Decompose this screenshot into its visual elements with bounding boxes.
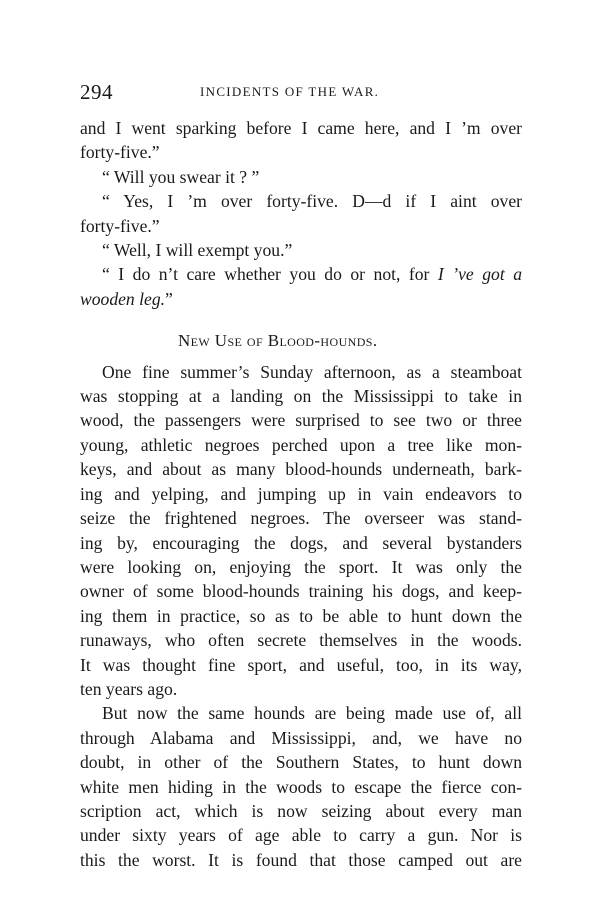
text-line: was stopping at a landing on the Mississippi to take in: [80, 386, 522, 407]
text-line: and I went sparking before I came here, and I ’m over: [80, 118, 522, 138]
text-line: this the worst. It is found that those camped out are: [80, 849, 522, 870]
text-line: owner of some blood-hounds training his dogs, and keep-: [80, 581, 522, 602]
italic-segment: I ’ve got a: [437, 264, 523, 285]
text-line: forty-five.”: [80, 142, 160, 163]
page-text: [80, 116, 522, 872]
text-line: doubt, in other of the Southern States, to hunt down: [80, 752, 522, 773]
text-line: “ Well, I will exempt you.”: [102, 240, 293, 261]
text-segment: ”: [165, 288, 173, 309]
text-line: runaways, who often secrete themselves in the woods.: [80, 630, 522, 651]
text-line: But now the same hounds are being made use of, all: [102, 703, 522, 724]
page-number: 294: [80, 80, 113, 104]
text-line: ing by, encouraging the dogs, and several bystanders: [80, 532, 522, 553]
text-line: [80, 262, 522, 286]
text-line: seize the frightened negroes. The overseer was stand-: [80, 508, 522, 529]
text-line: young, athletic negroes perched upon a tree like mon-: [80, 434, 522, 455]
text-line: wood, the passengers were surprised to see two or three: [80, 410, 522, 431]
text-line: forty-five.”: [80, 215, 160, 236]
text-line: were looking on, enjoying the sport. It was only the: [80, 556, 522, 577]
italic-segment: wooden leg.: [80, 288, 166, 309]
text-line: ing and yelping, and jumping up in vain endeavors to: [80, 483, 522, 504]
text-segment: “ I do n’t care whether you do or not, for: [102, 264, 438, 285]
text-line: keys, and about as many blood-hounds underneath, bark-: [80, 459, 522, 480]
text-line: scription act, which is now seizing about every man: [80, 800, 522, 821]
text-line: It was thought fine sport, and useful, too, in its way,: [80, 654, 522, 675]
text-line: ten years ago.: [80, 678, 178, 699]
section-title: New Use of Blood-hounds.: [178, 331, 378, 351]
text-line: One fine summer’s Sunday afternoon, as a steamboat: [102, 361, 522, 382]
text-line: “ Yes, I ’m over forty-five. D—d if I aint over: [102, 191, 522, 212]
running-head: INCIDENTS OF THE WAR.: [200, 84, 380, 99]
text-line: “ Will you swear it ? ”: [102, 166, 260, 187]
page-header: [80, 80, 520, 108]
text-line: [80, 287, 522, 311]
text-line: white men hiding in the woods to escape the fierce con-: [80, 776, 522, 797]
text-line: ing them in practice, so as to be able to hunt down the: [80, 605, 522, 626]
text-line: under sixty years of age able to carry a gun. Nor is: [80, 825, 522, 846]
text-line: through Alabama and Mississippi, and, we have no: [80, 727, 522, 748]
body-paragraphs: [80, 360, 522, 873]
dialogue-block: [80, 116, 522, 262]
